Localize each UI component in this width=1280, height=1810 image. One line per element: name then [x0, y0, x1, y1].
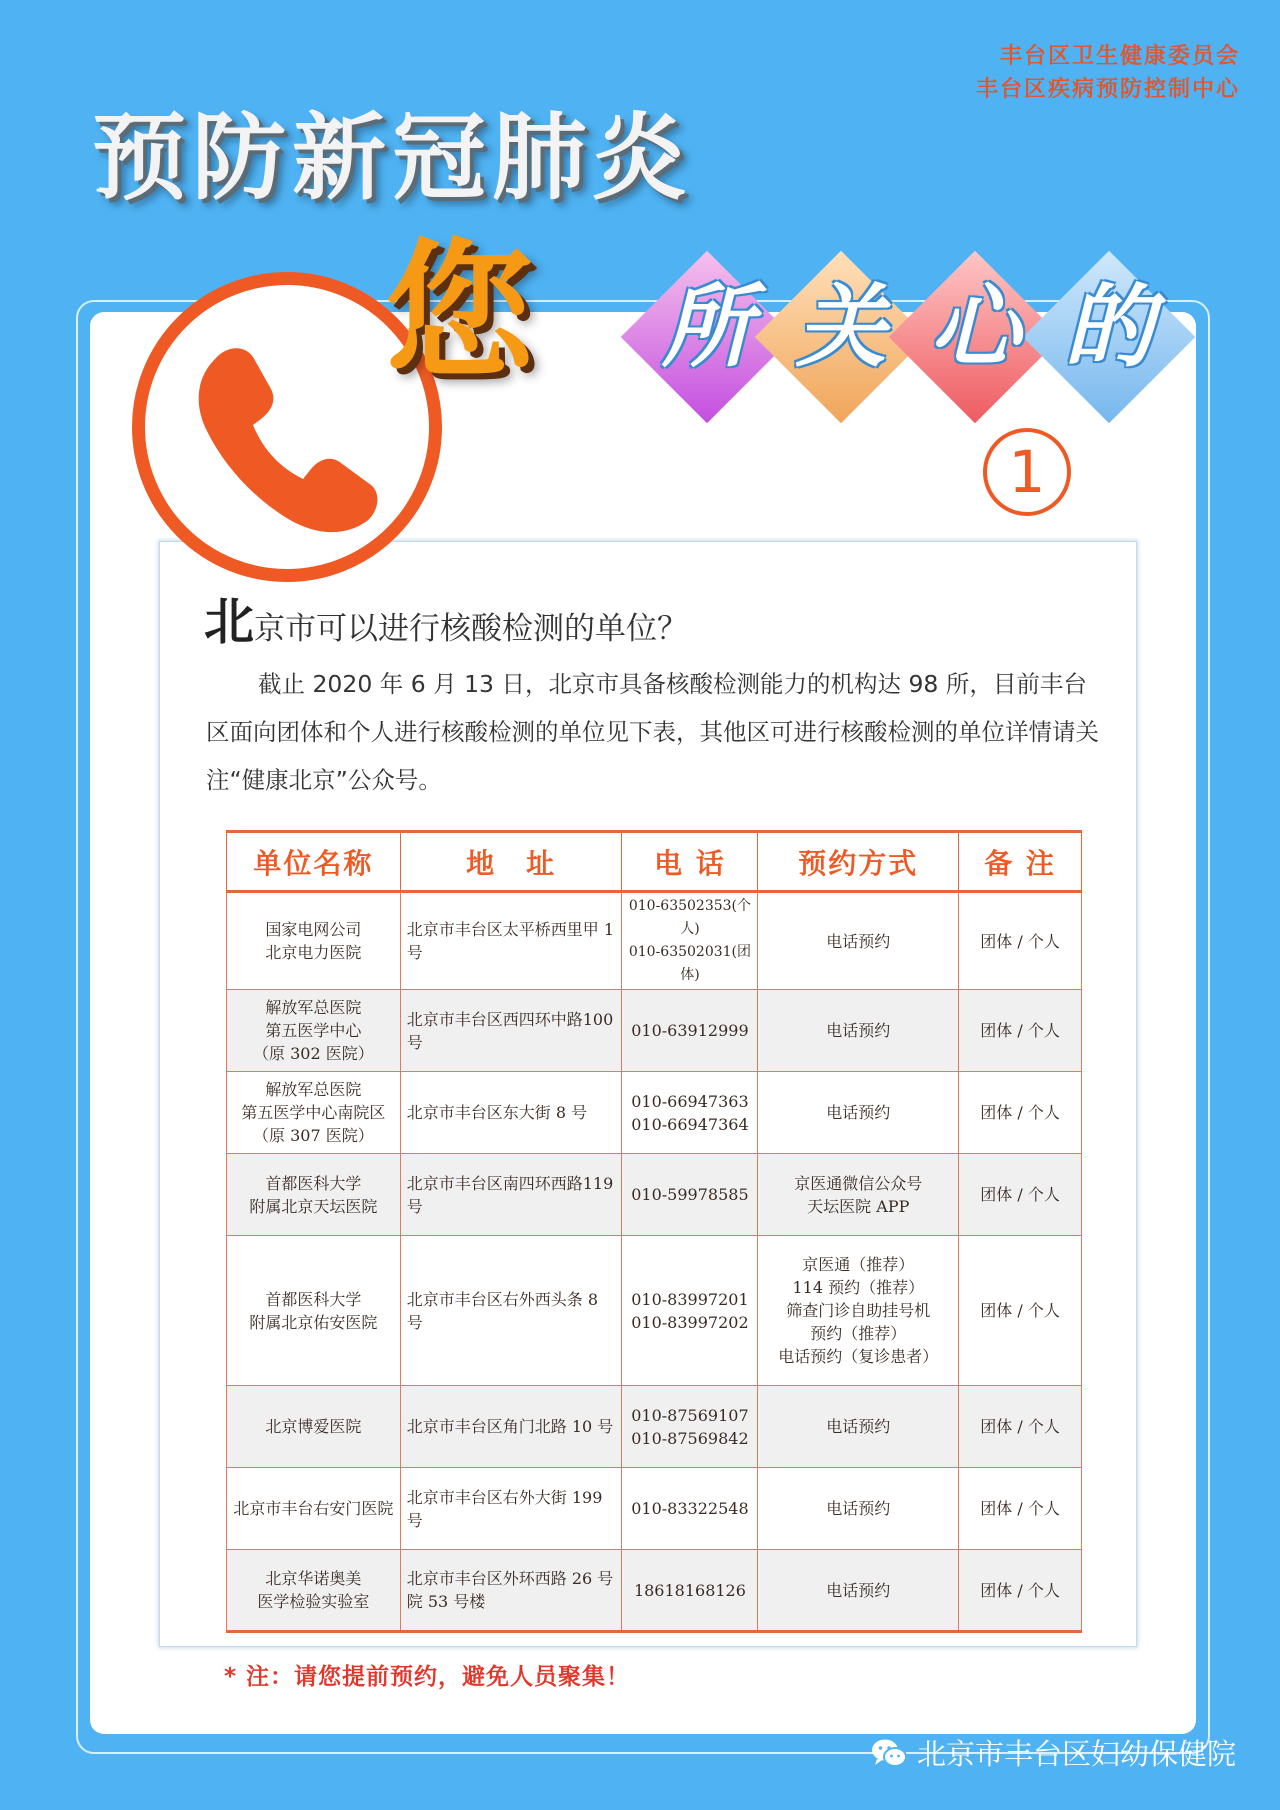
cell-name: 国家电网公司 北京电力医院 — [227, 892, 401, 990]
cell-address: 北京市丰台区太平桥西里甲 1 号 — [400, 892, 622, 990]
wechat-icon — [871, 1738, 907, 1768]
table-row — [227, 1468, 1082, 1550]
appointment-note: * 注：请您提前预约，避免人员聚集！ — [224, 1664, 631, 1690]
question-title — [204, 582, 688, 654]
cell-booking: 电话预约 — [758, 1468, 959, 1550]
org-line-1: 丰台区卫生健康委员会 — [999, 44, 1240, 69]
banner-char-2: 关 — [796, 274, 886, 380]
header-booking: 预约方式 — [758, 832, 959, 892]
table-row — [227, 990, 1082, 1072]
question-first-char: 北 — [204, 593, 254, 651]
cell-name: 首都医科大学 附属北京天坛医院 — [227, 1154, 401, 1236]
cell-booking: 京医通（推荐） 114 预约（推荐） 筛查门诊自助挂号机 预约（推荐） 电话预约（复诊患者） — [758, 1236, 959, 1386]
cell-address: 北京市丰台区右外大街 199 号 — [400, 1468, 622, 1550]
table-header-row — [227, 832, 1082, 892]
cell-address: 北京市丰台区外环西路 26 号 院 53 号楼 — [400, 1550, 622, 1632]
cell-note: 团体 / 个人 — [959, 990, 1082, 1072]
organization-lines — [976, 40, 1240, 106]
cell-phone: 010-63502353(个人) 010-63502031(团体) — [622, 892, 758, 990]
cell-note: 团体 / 个人 — [959, 1154, 1082, 1236]
intro-paragraph: 截止 2020 年 6 月 13 日，北京市具备核酸检测能力的机构达 98 所，目前丰台区面向团体和个人进行核酸检测的单位见下表，其他区可进行核酸检测的单位详情请关注“健康北京”公众号。 — [206, 670, 1099, 794]
org-line-2: 丰台区疾病预防控制中心 — [975, 77, 1240, 102]
cell-address: 北京市丰台区右外西头条 8 号 — [400, 1236, 622, 1386]
cell-phone: 010-59978585 — [622, 1154, 758, 1236]
cell-name: 解放军总医院 第五医学中心 （原 302 医院） — [227, 990, 401, 1072]
header-address: 地 址 — [400, 832, 622, 892]
header-name: 单位名称 — [227, 832, 401, 892]
table-row — [227, 1236, 1082, 1386]
header-note: 备 注 — [959, 832, 1082, 892]
banner-char-4: 的 — [1064, 274, 1154, 380]
banner-char-3: 心 — [930, 274, 1020, 380]
issue-number: 1 — [983, 428, 1071, 516]
cell-phone: 18618168126 — [622, 1550, 758, 1632]
page-title: 预防新冠肺炎 — [92, 104, 693, 213]
cell-phone: 010-87569107 010-87569842 — [622, 1386, 758, 1468]
cell-booking: 电话预约 — [758, 892, 959, 990]
cell-note: 团体 / 个人 — [959, 1386, 1082, 1468]
cell-booking: 电话预约 — [758, 1386, 959, 1468]
cell-note: 团体 / 个人 — [959, 1236, 1082, 1386]
cell-booking: 电话预约 — [758, 990, 959, 1072]
cell-note: 团体 / 个人 — [959, 1550, 1082, 1632]
cell-booking: 电话预约 — [758, 1550, 959, 1632]
cell-address: 北京市丰台区南四环西路119号 — [400, 1154, 622, 1236]
header-phone: 电 话 — [622, 832, 758, 892]
cell-booking: 京医通微信公众号 天坛医院 APP — [758, 1154, 959, 1236]
cell-booking: 电话预约 — [758, 1072, 959, 1154]
phone-icon — [175, 315, 401, 541]
cell-note: 团体 / 个人 — [959, 892, 1082, 990]
cell-address: 北京市丰台区角门北路 10 号 — [400, 1386, 622, 1468]
banner-char-1: 所 — [662, 274, 752, 380]
cell-phone: 010-83997201 010-83997202 — [622, 1236, 758, 1386]
table-row — [227, 1386, 1082, 1468]
cell-phone: 010-83322548 — [622, 1468, 758, 1550]
cell-name: 北京市丰台右安门医院 — [227, 1468, 401, 1550]
cell-phone: 010-66947363 010-66947364 — [622, 1072, 758, 1154]
question-rest: 京市可以进行核酸检测的单位？ — [254, 611, 688, 647]
table-row — [227, 892, 1082, 990]
cell-address: 北京市丰台区西四环中路100号 — [400, 990, 622, 1072]
cell-phone: 010-63912999 — [622, 990, 758, 1072]
cell-name: 首都医科大学 附属北京佑安医院 — [227, 1236, 401, 1386]
cell-name: 北京华诺奥美 医学检验实验室 — [227, 1550, 401, 1632]
cell-note: 团体 / 个人 — [959, 1072, 1082, 1154]
banner-big-char: 您 — [384, 226, 535, 400]
table-row — [227, 1154, 1082, 1236]
table-row — [227, 1072, 1082, 1154]
table-row — [227, 1550, 1082, 1632]
testing-sites-table — [226, 830, 1082, 1633]
cell-name: 解放军总医院 第五医学中心南院区 （原 307 医院） — [227, 1072, 401, 1154]
footer-text: 北京市丰台区妇幼保健院 — [916, 1737, 1236, 1771]
cell-name: 北京博爱医院 — [227, 1386, 401, 1468]
cell-address: 北京市丰台区东大街 8 号 — [400, 1072, 622, 1154]
cell-note: 团体 / 个人 — [959, 1468, 1082, 1550]
footer-source — [871, 1732, 1236, 1773]
